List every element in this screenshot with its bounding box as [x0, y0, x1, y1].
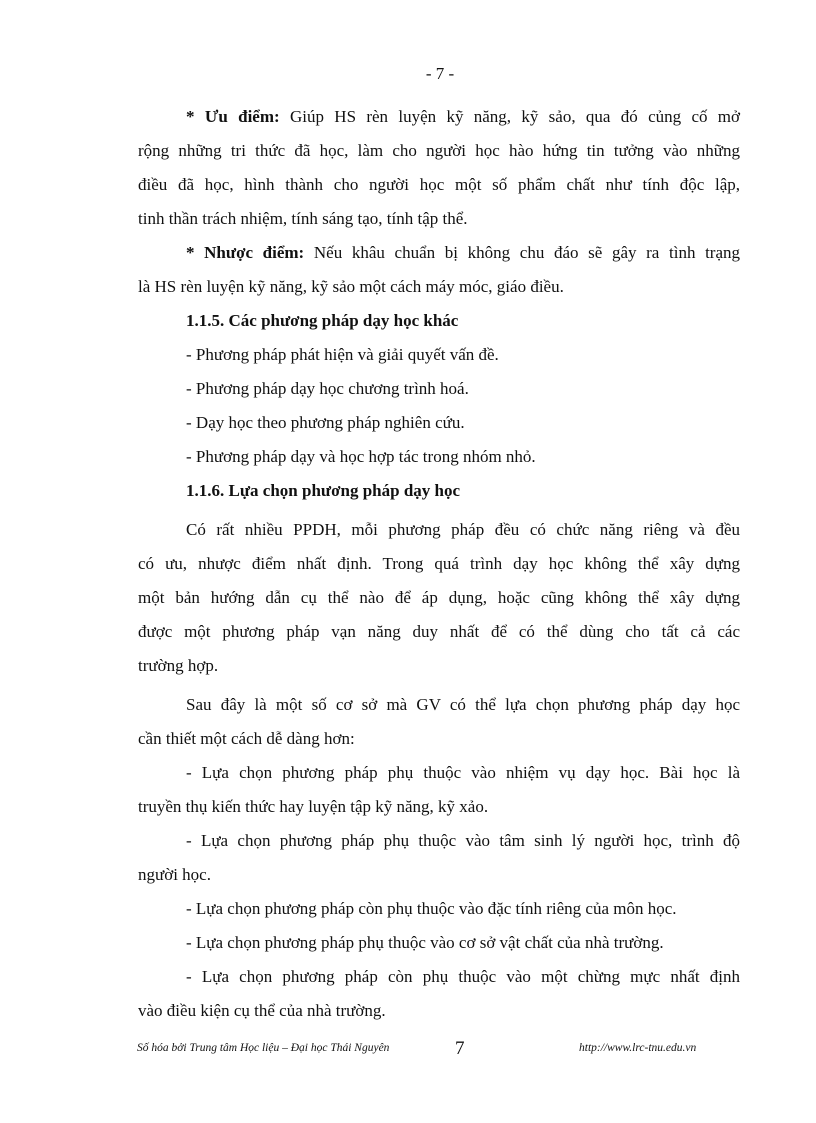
list-item: - Dạy học theo phương pháp nghiên cứu.	[186, 413, 465, 432]
uu-diem-line-4: tinh thần trách nhiệm, tính sáng tạo, tính tập thể.	[138, 209, 468, 228]
page-marker: - 7 -	[425, 64, 455, 83]
bullet-line: - Lựa chọn phương pháp còn phụ thuộc vào đặc tính riêng của môn học.	[186, 899, 677, 918]
bullet-line: - Lựa chọn phương pháp còn phụ thuộc vào một chừng mực nhất định	[186, 967, 740, 986]
page-footer	[0, 1038, 816, 1068]
paragraph-line: Sau đây là một số cơ sở mà GV có thể lựa chọn phương pháp dạy học	[186, 695, 740, 714]
bullet-line: - Lựa chọn phương pháp phụ thuộc vào cơ sở vật chất của nhà trường.	[186, 933, 664, 952]
paragraph-line: một bản hướng dẫn cụ thể nào để áp dụng, hoặc cũng không thể xây dựng	[138, 588, 740, 607]
paragraph-line: Có rất nhiều PPDH, mỗi phương pháp đều có chức năng riêng và đều	[186, 520, 740, 539]
bullet-line: người học.	[138, 865, 211, 884]
uu-diem-line-3: điều đã học, hình thành cho người học một số phẩm chất như tính độc lập,	[138, 175, 740, 194]
paragraph-line: cần thiết một cách dễ dàng hơn:	[138, 729, 355, 748]
section-115-title: 1.1.5. Các phương pháp dạy học khác	[186, 311, 459, 330]
nhuoc-diem-line-2: là HS rèn luyện kỹ năng, kỹ sảo một cách máy móc, giáo điều.	[138, 277, 564, 296]
bullet-line: vào điều kiện cụ thể của nhà trường.	[138, 1001, 386, 1020]
paragraph-line: trường hợp.	[138, 656, 219, 675]
footer-url: http://www.lrc-tnu.edu.vn	[579, 1042, 697, 1054]
footer-source: Số hóa bởi Trung tâm Học liệu – Đại học Thái Nguyên	[137, 1042, 390, 1054]
nhuoc-diem-label: * Nhược điểm:	[186, 243, 305, 262]
bullet-line: truyền thụ kiến thức hay luyện tập kỹ năng, kỹ xảo.	[138, 797, 489, 816]
footer-page-number: 7	[455, 1038, 465, 1059]
nhuoc-diem-line-1: * Nhược điểm: Nếu khâu chuẩn bị không chu đáo sẽ gây ra tình trạng	[186, 243, 741, 262]
uu-diem-label: * Ưu điểm:	[186, 107, 280, 126]
bullet-line: - Lựa chọn phương pháp phụ thuộc vào tâm sinh lý người học, trình độ	[186, 831, 740, 850]
paragraph-line: có ưu, nhược điểm nhất định. Trong quá trình dạy học không thể xây dựng	[138, 554, 740, 573]
uu-diem-line-1: * Ưu điểm: Giúp HS rèn luyện kỹ năng, kỹ sảo, qua đó củng cố mở	[186, 107, 741, 126]
section-116-title: 1.1.6. Lựa chọn phương pháp dạy học	[186, 481, 461, 500]
list-item: - Phương pháp dạy và học hợp tác trong nhóm nhỏ.	[186, 447, 536, 466]
list-item: - Phương pháp phát hiện và giải quyết vấn đề.	[186, 345, 499, 364]
paragraph-line: được một phương pháp vạn năng duy nhất để có thể dùng cho tất cả các	[138, 622, 740, 641]
uu-diem-line-2: rộng những tri thức đã học, làm cho người học hào hứng tin tưởng vào những	[138, 141, 740, 160]
bullet-line: - Lựa chọn phương pháp phụ thuộc vào nhiệm vụ dạy học. Bài học là	[186, 763, 740, 782]
list-item: - Phương pháp dạy học chương trình hoá.	[186, 379, 469, 398]
